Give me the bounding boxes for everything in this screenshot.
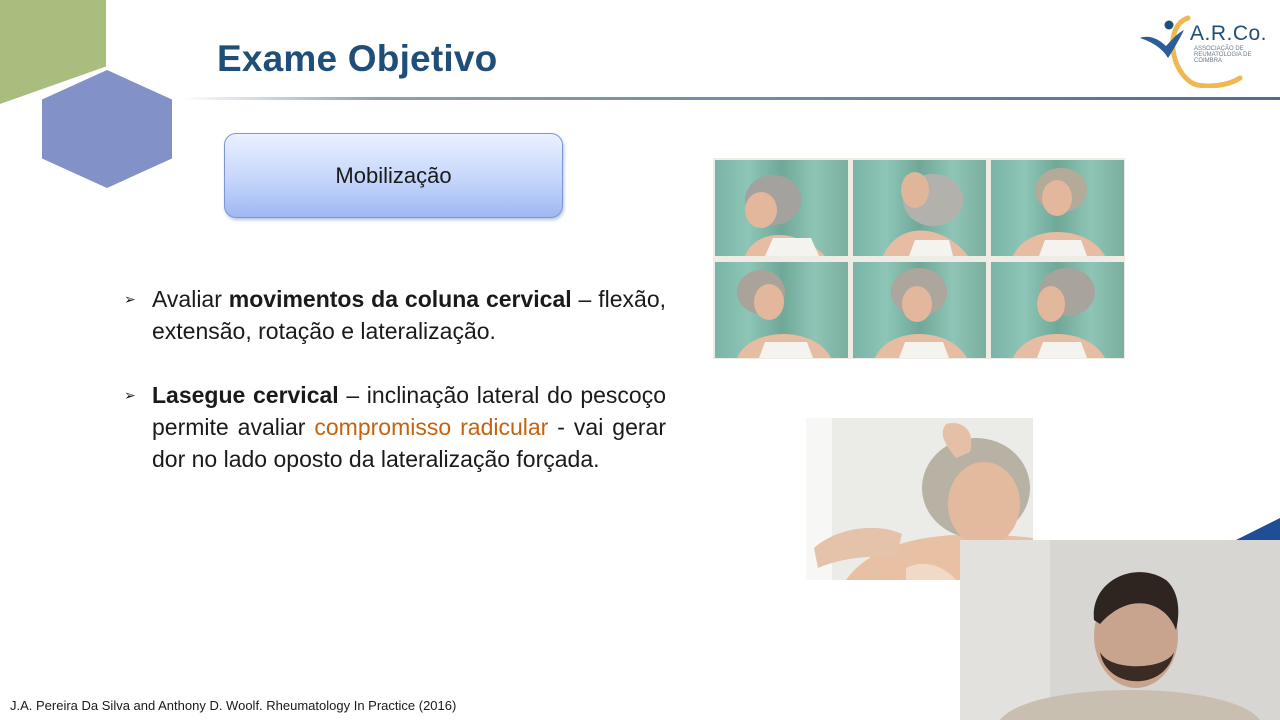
bullet-text xyxy=(152,283,666,347)
highlight-text: compromisso radicular xyxy=(314,414,549,440)
slide-title: Exame Objetivo xyxy=(217,38,498,79)
blue-corner-accent xyxy=(1236,518,1280,540)
bullet-text-mid: – inclinação lateral do pescoço permite avaliar xyxy=(152,382,666,440)
webcam-overlay xyxy=(960,540,1280,720)
logo-name: A.R.Co. xyxy=(1190,22,1268,45)
neck-movement-photos xyxy=(713,158,1125,359)
photo-rotation-right xyxy=(853,262,986,358)
photo-lateral-tilt-left xyxy=(715,262,848,358)
bullet-text-post: - vai gerar dor no lado oposto da lateralização forçada. xyxy=(152,414,666,472)
bullet-text-post: – flexão, extensão, rotação e lateralização. xyxy=(152,286,667,344)
bullet-text-bold: movimentos da coluna cervical xyxy=(228,286,572,312)
arrow-bullet-icon: ➢ xyxy=(124,291,136,307)
title-divider xyxy=(180,97,1280,100)
photo-lateral-tilt xyxy=(991,160,1124,256)
logo-subtitle: ASSOCIAÇÃO DE REUMATOLOGIA DE COIMBRA xyxy=(1194,46,1252,64)
arrow-bullet-icon: ➢ xyxy=(124,387,136,403)
bullet-text-bold: Lasegue cervical xyxy=(152,382,339,408)
hexagon-decoration xyxy=(42,70,172,188)
bullet-text xyxy=(152,379,666,475)
photo-rotation-left xyxy=(991,262,1124,358)
photo-flexion xyxy=(715,160,848,256)
citation: J.A. Pereira Da Silva and Anthony D. Woolf. Rheumatology In Practice (2016) xyxy=(10,698,457,713)
bullet-lasegue xyxy=(124,379,666,511)
bullet-text-pre: Avaliar xyxy=(152,286,229,312)
bullet-movimentos xyxy=(124,283,666,351)
mobilizacao-button[interactable]: Mobilização xyxy=(224,133,563,218)
photo-extension xyxy=(853,160,986,256)
